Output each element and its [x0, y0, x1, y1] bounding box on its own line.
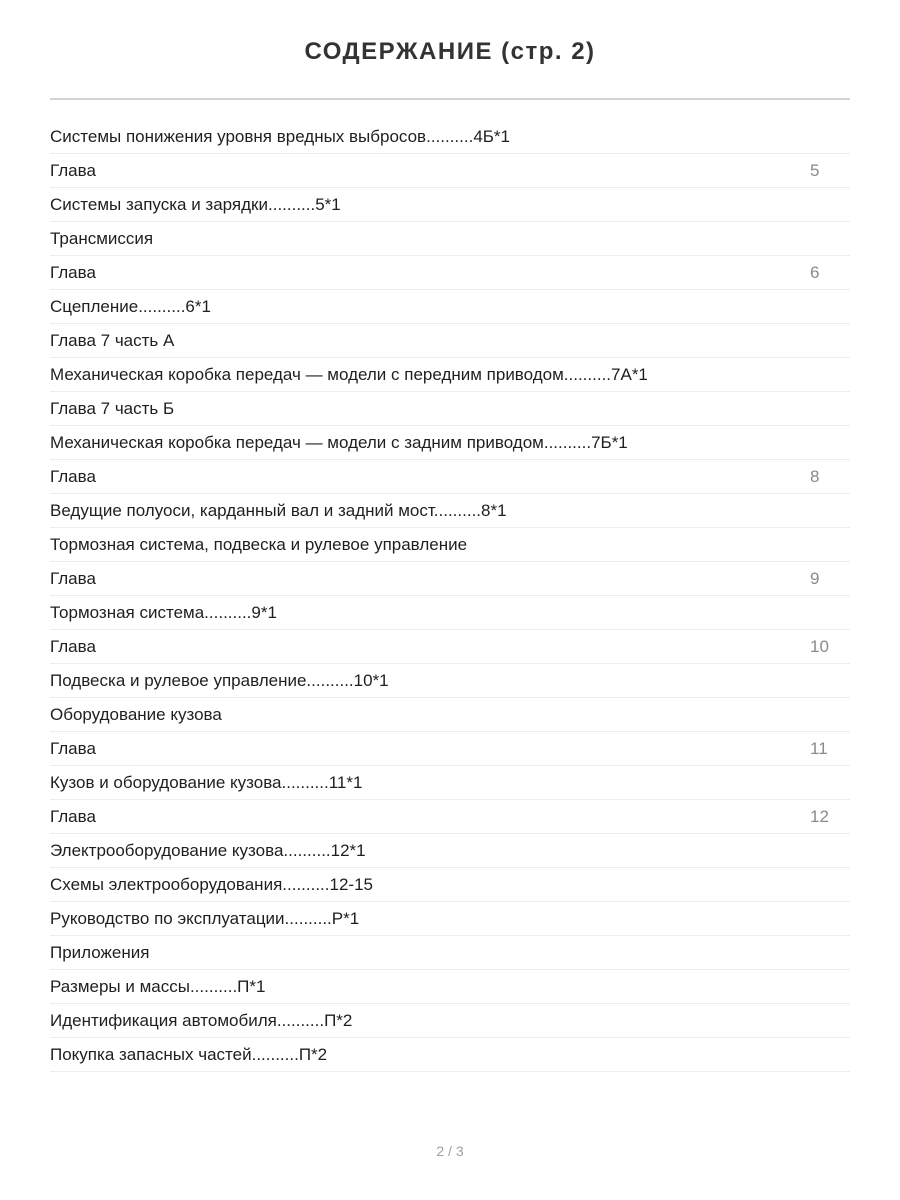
toc-row	[50, 154, 850, 188]
toc-entry-text: Подвеска и рулевое управление..........10*1	[50, 670, 389, 690]
toc-row	[50, 698, 850, 732]
toc-entry-text: Покупка запасных частей..........П*2	[50, 1044, 328, 1064]
toc-row	[50, 188, 850, 222]
toc-page-number: 12	[810, 806, 829, 826]
toc-row	[50, 528, 850, 562]
toc-row	[50, 222, 850, 256]
toc-row	[50, 970, 850, 1004]
toc-row	[50, 1038, 850, 1072]
toc-entry-text: Глава	[50, 262, 96, 282]
toc-row	[50, 256, 850, 290]
toc-entry-text: Трансмиссия	[50, 228, 154, 248]
toc-page-number: 10	[810, 636, 829, 656]
toc-row	[50, 630, 850, 664]
toc-page-number: 9	[810, 568, 820, 588]
toc-page-number: 11	[810, 738, 828, 758]
toc-row	[50, 358, 850, 392]
toc-entry-text: Руководство по эксплуатации..........Р*1	[50, 908, 360, 928]
toc-page-number: 8	[810, 466, 820, 486]
toc-entry-text: Системы понижения уровня вредных выбросов..........4Б*1	[50, 126, 511, 146]
page-indicator: 2 / 3	[436, 1143, 464, 1159]
toc-entry-text: Схемы электрооборудования..........12-15	[50, 874, 373, 894]
toc-entry-text: Механическая коробка передач — модели с задним приводом..........7Б*1	[50, 432, 628, 452]
toc-entry-text: Размеры и массы..........П*1	[50, 976, 266, 996]
toc-row	[50, 494, 850, 528]
toc-row	[50, 868, 850, 902]
toc-list	[50, 120, 850, 1072]
toc-entry-text: Сцепление..........6*1	[50, 296, 211, 316]
toc-entry-text: Оборудование кузова	[50, 704, 222, 724]
title-divider	[50, 98, 850, 100]
toc-entry-text: Тормозная система, подвеска и рулевое управление	[50, 534, 468, 554]
toc-entry-text: Электрооборудование кузова..........12*1	[50, 840, 366, 860]
toc-page-number: 6	[810, 262, 820, 282]
toc-row	[50, 426, 850, 460]
toc-row	[50, 936, 850, 970]
toc-row	[50, 902, 850, 936]
toc-row	[50, 120, 850, 154]
toc-entry-text: Глава 7 часть Б	[50, 398, 175, 418]
toc-page-number: 5	[810, 160, 820, 180]
toc-row	[50, 596, 850, 630]
toc-entry-text: Ведущие полуоси, карданный вал и задний мост..........8*1	[50, 500, 507, 520]
toc-entry-text: Кузов и оборудование кузова..........11*1	[50, 772, 363, 792]
toc-row	[50, 290, 850, 324]
toc-entry-text: Глава	[50, 636, 96, 656]
toc-row	[50, 732, 850, 766]
toc-entry-text: Глава 7 часть А	[50, 330, 175, 350]
toc-entry-text: Тормозная система..........9*1	[50, 602, 277, 622]
toc-row	[50, 664, 850, 698]
toc-entry-text: Глава	[50, 160, 96, 180]
toc-row	[50, 392, 850, 426]
toc-entry-text: Приложения	[50, 942, 150, 962]
toc-row	[50, 324, 850, 358]
toc-entry-text: Системы запуска и зарядки..........5*1	[50, 194, 341, 214]
toc-row	[50, 1004, 850, 1038]
toc-row	[50, 834, 850, 868]
toc-entry-text: Механическая коробка передач — модели с передним приводом..........7А*1	[50, 364, 648, 384]
toc-entry-text: Глава	[50, 466, 96, 486]
toc-row	[50, 800, 850, 834]
toc-entry-text: Глава	[50, 738, 96, 758]
toc-entry-text: Идентификация автомобиля..........П*2	[50, 1010, 353, 1030]
toc-row	[50, 766, 850, 800]
page-title: СОДЕРЖАНИЕ (стр. 2)	[304, 38, 596, 65]
toc-row	[50, 562, 850, 596]
toc-entry-text: Глава	[50, 568, 96, 588]
toc-row	[50, 460, 850, 494]
toc-entry-text: Глава	[50, 806, 96, 826]
